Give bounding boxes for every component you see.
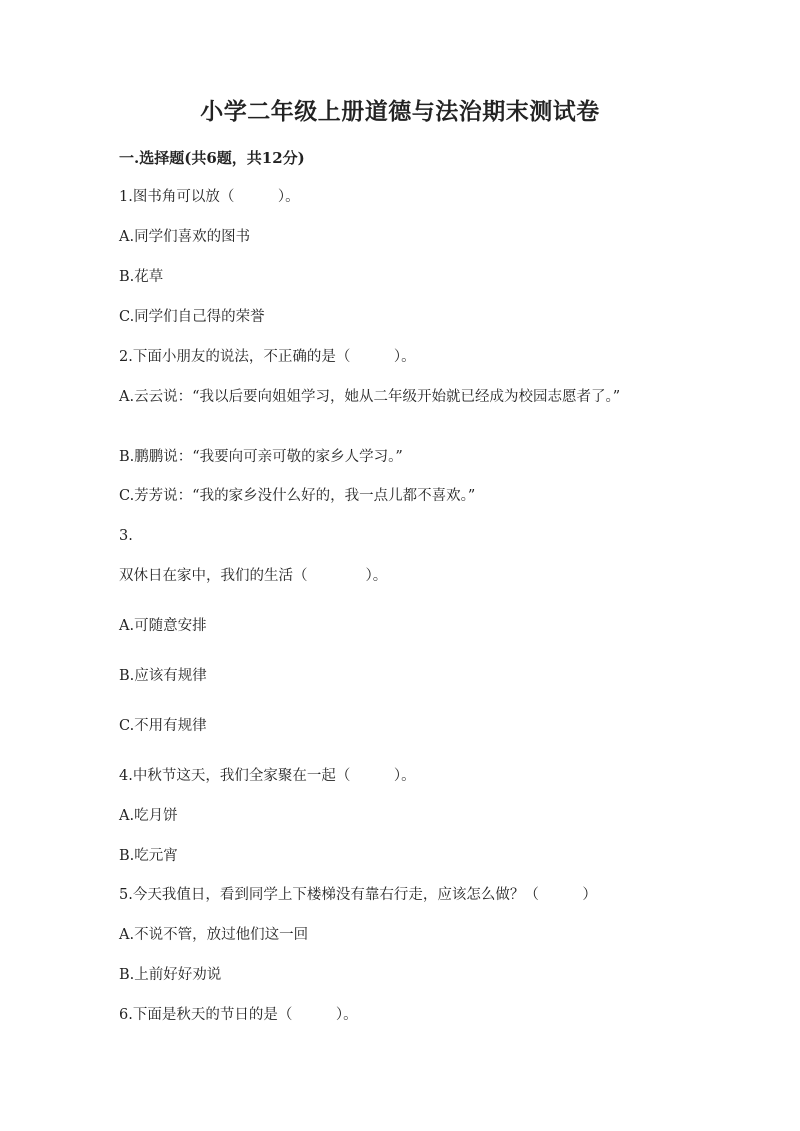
question-2-option-a: A.云云说：“我以后要向姐姐学习，她从二年级开始就已经成为校园志愿者了。” bbox=[119, 389, 621, 405]
question-3-option-b: B.应该有规律 bbox=[119, 668, 207, 684]
question-3-stem: 双休日在家中，我们的生活（ ）。 bbox=[119, 568, 388, 584]
question-4-option-b: B.吃元宵 bbox=[119, 848, 178, 864]
question-3-option-a: A.可随意安排 bbox=[119, 618, 207, 634]
question-1-option-b: B.花草 bbox=[119, 269, 164, 285]
question-2-option-c: C.芳芳说：“我的家乡没什么好的，我一点儿都不喜欢。” bbox=[119, 488, 476, 504]
question-2-option-b: B.鹏鹏说：“我要向可亲可敬的家乡人学习。” bbox=[119, 449, 403, 465]
question-1-option-a: A.同学们喜欢的图书 bbox=[119, 229, 251, 245]
question-3-number: 3. bbox=[119, 528, 133, 544]
section-heading: 一.选择题(共6题，共12分) bbox=[119, 149, 305, 167]
question-3-option-c: C.不用有规律 bbox=[119, 718, 207, 734]
question-1-option-c: C.同学们自己得的荣誉 bbox=[119, 309, 265, 325]
page-title: 小学二年级上册道德与法治期末测试卷 bbox=[200, 98, 600, 125]
question-5-option-b: B.上前好好劝说 bbox=[119, 967, 222, 983]
question-6-stem: 6.下面是秋天的节日的是（ ）。 bbox=[119, 1007, 358, 1023]
question-5-option-a: A.不说不管，放过他们这一回 bbox=[119, 927, 309, 943]
question-4-option-a: A.吃月饼 bbox=[119, 808, 178, 824]
question-2-stem: 2.下面小朋友的说法，不正确的是（ ）。 bbox=[119, 349, 416, 365]
question-1-stem: 1.图书角可以放（ ）。 bbox=[119, 189, 300, 205]
question-5-stem: 5.今天我值日，看到同学上下楼梯没有靠右行走，应该怎么做？（ ） bbox=[119, 887, 597, 903]
question-4-stem: 4.中秋节这天，我们全家聚在一起（ ）。 bbox=[119, 768, 416, 784]
